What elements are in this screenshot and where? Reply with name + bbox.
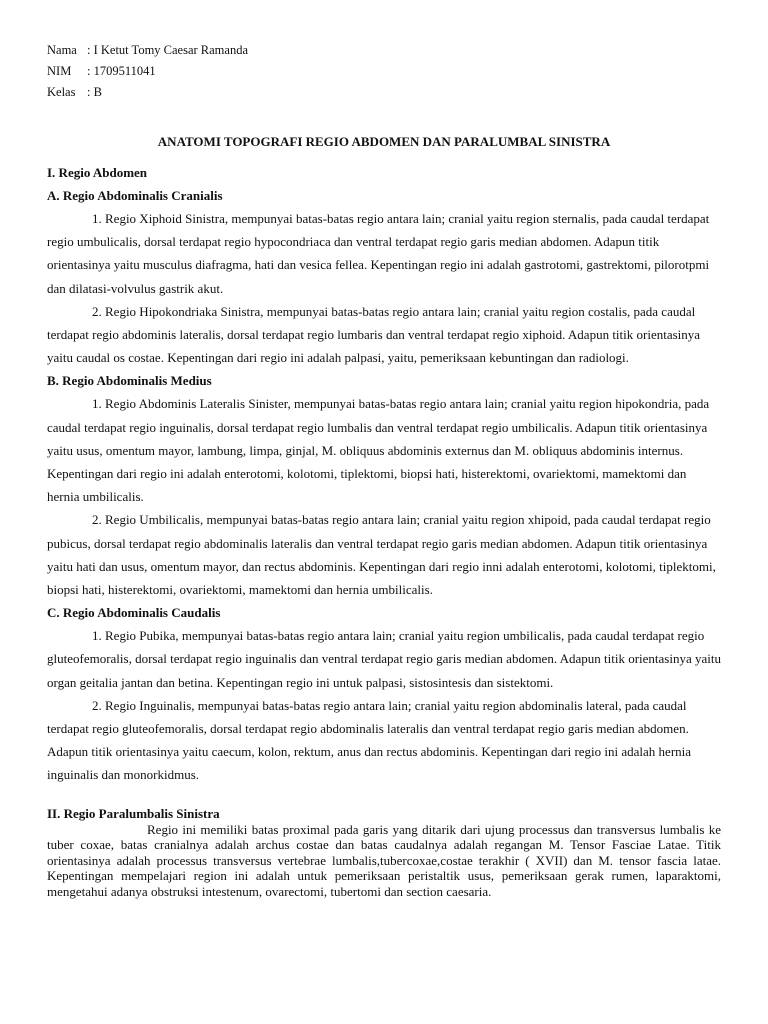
document-title: ANATOMI TOPOGRAFI REGIO ABDOMEN DAN PARALUMBAL SINISTRA: [157, 134, 611, 149]
section1b-paragraph-2: 2. Regio Umbilicalis, mempunyai batas-batas regio antara lain; cranial yaitu region xhipoid, pada caudal terdapat regio pubicus, dorsal terdapat regio abdominalis lateralis dan ventral terdapat regio garis median abdomen. Adapun titik orientasinya yaitu hati dan usus, omentum mayor, dan rectus abdominis. Kepentingan dari regio inni adalah enterotomi, kolotomi, tiplektomi, biopsi hati, histerektomi, ovariektomi, mamektomi dan hernia umbilicalis.: [47, 512, 716, 598]
section1c-heading: C. Regio Abdominalis Caudalis: [47, 605, 221, 621]
header-kelas: [47, 84, 102, 100]
section1a-paragraph-1: 1. Regio Xiphoid Sinistra, mempunyai batas-batas regio antara lain; cranial yaitu region sternalis, pada caudal terdapat regio umbulicalis, dorsal terdapat regio hypocondriaca dan ventral terdapat regio garis median abdomen. Adapun titik orientasinya yaitu musculus diafragma, hati dan vesica fellea. Kepentingan regio ini adalah gastrotomi, gastrektomi, pilorotpmi dan dilatasi-volvulus gastrik akut.: [47, 211, 710, 296]
section1c-paragraph-1: 1. Regio Pubika, mempunyai batas-batas regio antara lain; cranial yaitu region umbilicalis, pada caudal terdapat regio gluteofemoralis, dorsal terdapat regio inguinalis dan ventral terdapat regio garis median abdomen. Adapun titik orientasinya yaitu organ geitalia jantan dan betina. Kepentingan regio ini untuk palpasi, sistosintesis dan sistektomi.: [47, 628, 721, 690]
section1c-paragraph-2: 2. Regio Inguinalis, mempunyai batas-batas regio antara lain; cranial yaitu region abdominalis lateral, pada caudal terdapat regio gluteofemoralis, dorsal terdapat regio abdominalis lateralis dan ventral terdapat regio garis median abdomen. Adapun titik orientasinya yaitu caecum, kolon, rektum, anus dan rectus abdominis. Kepentingan dari regio ini adalah hernia inguinalis dan monorkidmus.: [47, 697, 692, 783]
nim-value: : 1709511041: [87, 64, 156, 78]
nim-label: NIM: [47, 64, 72, 78]
section1-heading: I. Regio Abdomen: [47, 165, 148, 180]
section1b-paragraph-1: 1. Regio Abdominis Lateralis Sinister, mempunyai batas-batas regio antara lain; cranial yaitu region hipokondria, pada caudal terdapat regio inguinalis, dorsal terdapat regio lumbalis dan ventral terdapat regio umbilicalis. Adapun titik orientasinya yaitu usus, omentum mayor, lambung, limpa, ginjal, M. obliquus abdominis externus dan M. obliquus abdominis internus. Kepentingan dari regio ini adalah enterotomi, kolotomi, tiplektomi, biopsi hati, histerektomi, ovariektomi, mamektomi dan hernia umbilicalis.: [47, 396, 710, 505]
nama-label: Nama: [47, 43, 77, 57]
section1a-paragraph-2: 2. Regio Hipokondriaka Sinistra, mempunyai batas-batas regio antara lain; cranial yaitu region costalis, pada caudal terdapat regio abdominis lateralis, dorsal terdapat regio lumbaris dan ventral terdapat regio xiphoid. Adapun titik orientasinya yaitu caudal os costae. Kepentingan dari regio ini adalah palpasi, yaitu, pemeriksaan kebuntingan dan radiologi.: [47, 303, 701, 366]
document-body: [47, 161, 721, 900]
section1b-heading: B. Regio Abdominalis Medius: [47, 373, 212, 389]
header-nama: [47, 42, 248, 58]
header-nim: [47, 63, 156, 79]
section2-heading: II. Regio Paralumbalis Sinistra: [47, 805, 220, 821]
nama-value: : I Ketut Tomy Caesar Ramanda: [87, 43, 249, 57]
kelas-label: Kelas: [47, 85, 76, 99]
kelas-value: : B: [87, 85, 102, 99]
section2-paragraph: Regio ini memiliki batas proximal pada garis yang ditarik dari ujung processus dan transversus lumbalis ke tuber coxae, batas cranialnya adalah archus costae dan batas caudalnya adalah regangan M. Tensor Fasciae Latae. Titik orientasinya adalah processus transversus vertebrae lumbalis,tubercoxae,costae terakhir ( XVII) dan M. tensor fascia latae. Kepentingan mempelajari region ini adalah untuk pemeriksaan peristaltik usus, pemeriksaan gerak rumen, laparaktomi, mengetahui adanya obstruksi intestenum, ovarectomi, tubertomi dan section caesaria.: [47, 821, 721, 900]
section1a-heading: A. Regio Abdominalis Cranialis: [47, 188, 223, 203]
